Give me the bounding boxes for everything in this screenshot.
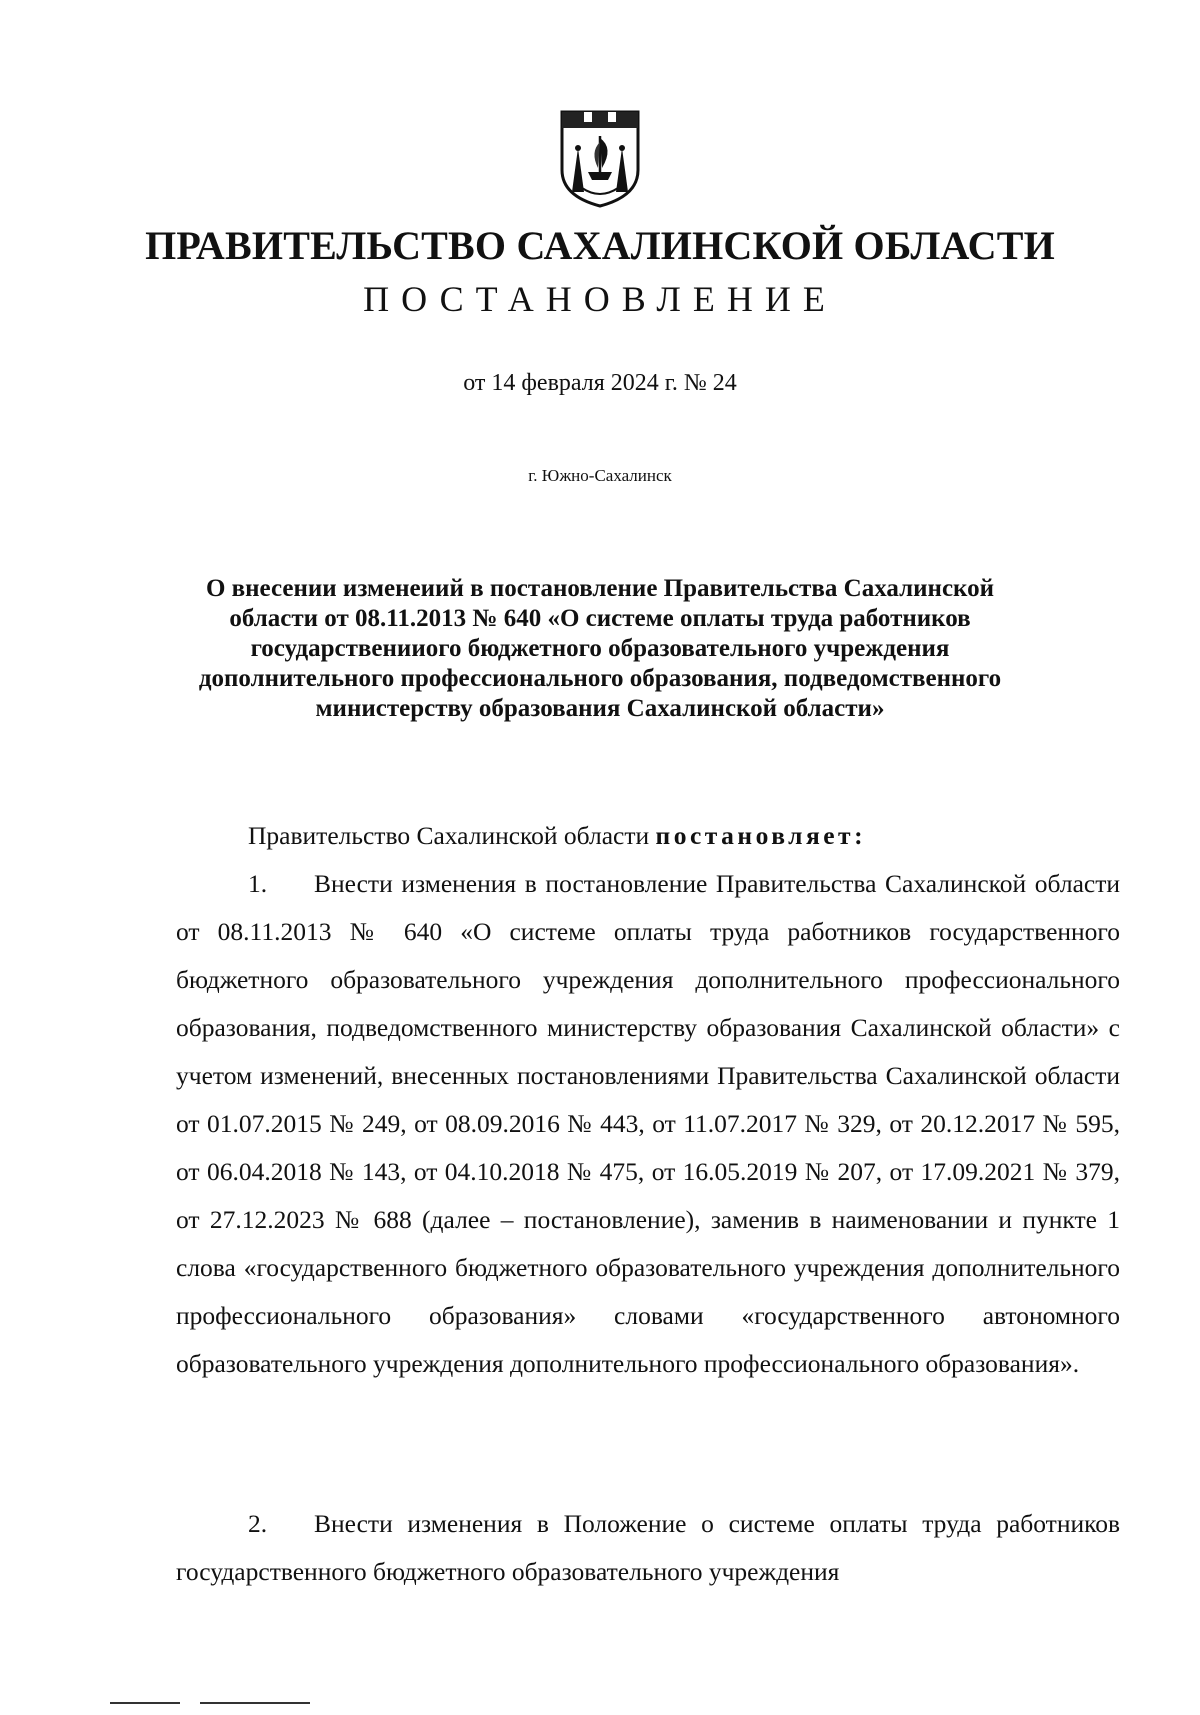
intro-prefix: Правительство Сахалинской области bbox=[248, 821, 650, 850]
paragraph-number: 1. bbox=[248, 869, 268, 898]
document-type: ПОСТАНОВЛЕНИЕ bbox=[363, 279, 837, 319]
paragraph-1 bbox=[176, 860, 1120, 1388]
document-subject bbox=[150, 574, 1050, 724]
subject-line: министерству образования Сахалинской области» bbox=[315, 695, 885, 722]
intro-verb: постановляет: bbox=[655, 821, 867, 850]
organization-title: ПРАВИТЕЛЬСТВО САХАЛИНСКОЙ ОБЛАСТИ bbox=[145, 223, 1055, 268]
document-date-number: от 14 февраля 2024 г. № 24 bbox=[463, 370, 737, 396]
subject-line: О внесении изменеиий в постановление Правительства Сахалинской bbox=[205, 575, 995, 602]
resolution-intro bbox=[248, 812, 1120, 860]
coat-of-arms-icon bbox=[558, 108, 642, 208]
paragraph-text: Внести изменения в Положение о системе оплаты труда работников государственного бюджетного образовательного учреждения bbox=[176, 1509, 1120, 1586]
paragraph-number: 2. bbox=[248, 1509, 268, 1538]
subject-line: государственииого бюджетного образовательного учреждения bbox=[250, 635, 950, 662]
paragraph-2 bbox=[176, 1500, 1120, 1596]
document-city: г. Южно-Сахалинск bbox=[528, 466, 672, 485]
subject-line: области от 08.11.2013 № 640 «О системе оплаты труда работников bbox=[229, 605, 971, 632]
paragraph-text: Внести изменения в постановление Правительства Сахалинской области от 08.11.2013 № 640 «О системе оплаты труда работников государственного бюджетного образовательного учреждения дополнительного профессионального образования, подведомственного министерству образования Сахалинской области» с учетом изменений, внесенных постановлениями Правительства Сахалинской области от 01.07.2015 № 249, от 08.09.2016 № 443, от 11.07.2017 № 329, от 20.12.2017 № 595, от 06.04.2018 № 143, от 04.10.2018 № 475, от 16.05.2019 № 207, от 17.09.2021 № 379, от 27.12.2023 № 688 (далее – постановление), заменив в наименовании и пункте 1 слова «государственного бюджетного образовательного учреждения дополнительного профессионального образования» словами «государственного автономного образовательного учреждения дополнительного профессионального образования». bbox=[176, 869, 1120, 1378]
subject-line: дополнительного профессионального образования, подведомственного bbox=[198, 665, 1002, 692]
footer-rule bbox=[110, 1702, 330, 1704]
